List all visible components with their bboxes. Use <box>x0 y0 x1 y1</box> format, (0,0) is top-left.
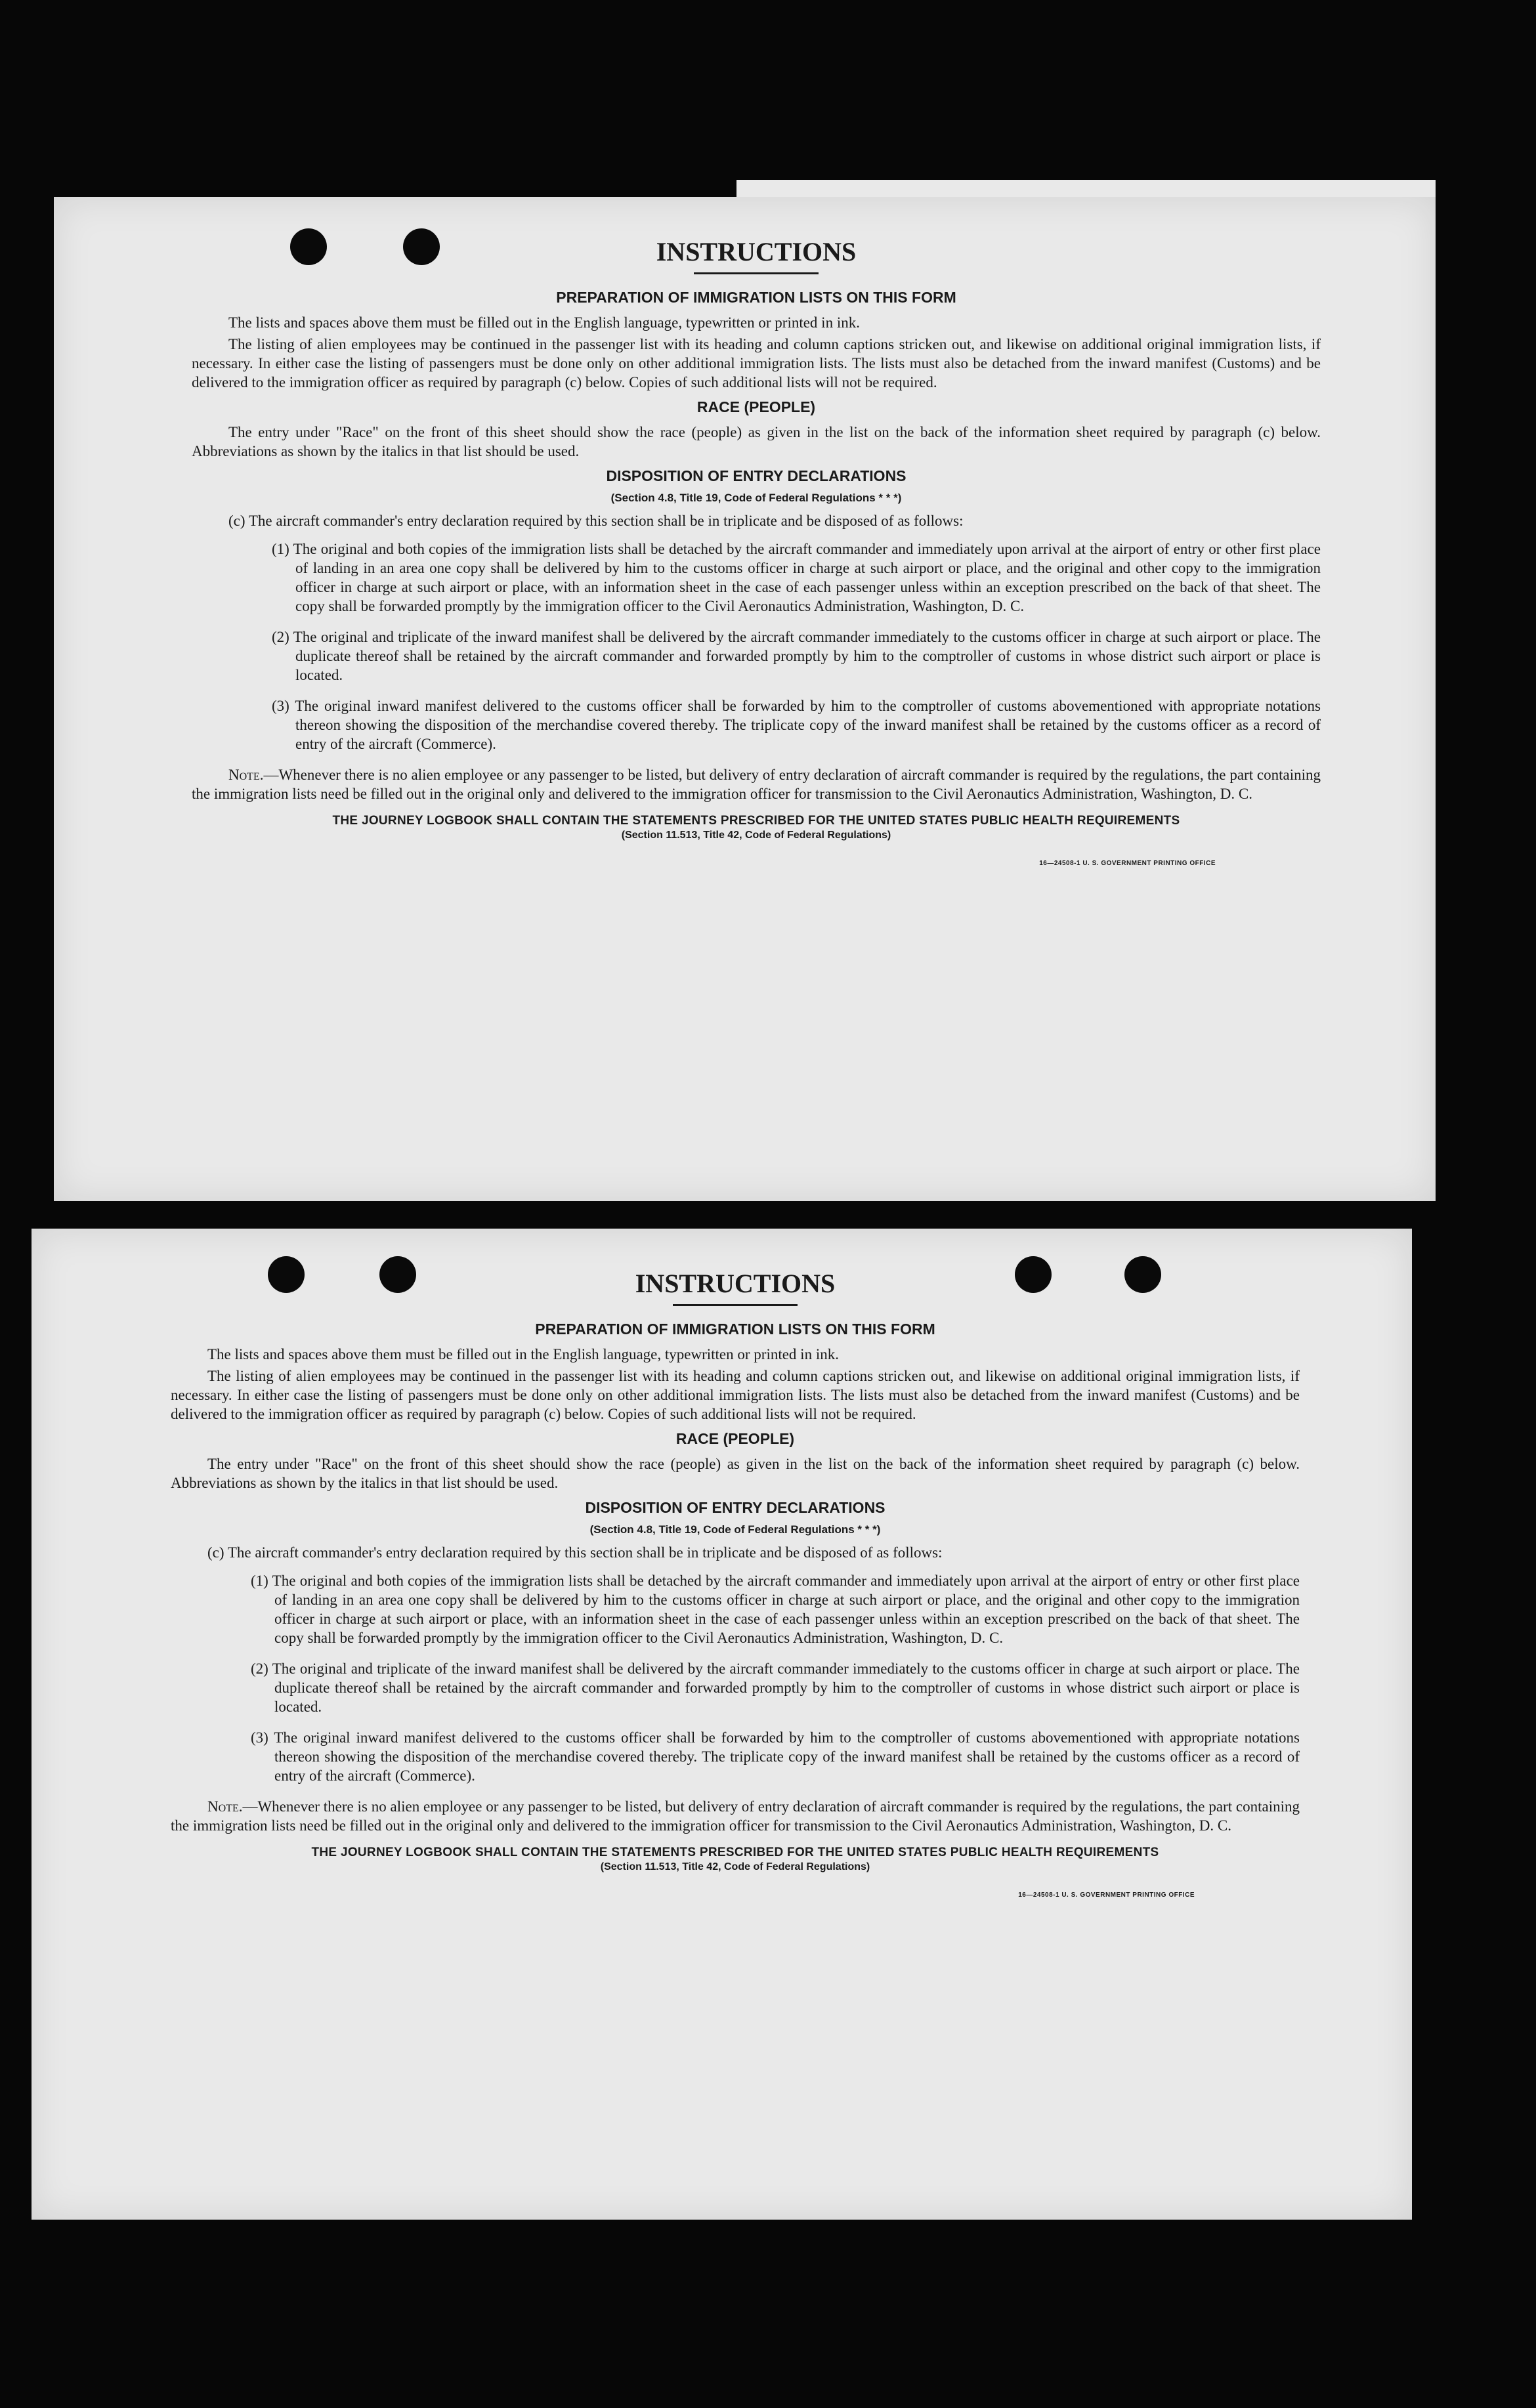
title-rule <box>673 1304 798 1306</box>
section-heading-disposition: DISPOSITION OF ENTRY DECLARATIONS <box>606 467 907 484</box>
paragraph-race: The entry under "Race" on the front of this sheet should show the race (people) as given in the list on the back of the information sheet required by paragraph (c) below. Abbreviations as shown by the italics in that list should be used. <box>192 424 1321 459</box>
instruction-sheet-upper <box>54 197 1436 1201</box>
printer-imprint: 16—24508-1 U. S. GOVERNMENT PRINTING OFFICE <box>1039 860 1216 867</box>
document-body <box>192 236 1321 867</box>
title-rule <box>694 272 819 274</box>
list-item-3: (3) The original inward manifest delivered to the customs officer shall be forwarded by him to the comptroller of customs abovementioned with appropriate notations thereon showing the disposition of the merchandise covered thereby. The triplicate copy of the inward manifest shall be retained by the customs officer as a record of entry of the aircraft (Commerce). <box>251 1729 1300 1784</box>
section-heading-race: RACE (PEOPLE) <box>675 1430 795 1447</box>
document-title: INSTRUCTIONS <box>635 1269 836 1298</box>
note-paragraph <box>171 1797 1300 1835</box>
paragraph-preparation-1: The lists and spaces above them must be filled out in the English language, typewritten or printed in ink. <box>228 314 860 331</box>
section-heading-preparation: PREPARATION OF IMMIGRATION LISTS ON THIS FORM <box>535 1320 935 1338</box>
printer-imprint: 16—24508-1 U. S. GOVERNMENT PRINTING OFFICE <box>1018 1891 1195 1899</box>
note-label: Note. <box>228 767 264 783</box>
document-title: INSTRUCTIONS <box>656 237 857 266</box>
note-label: Note. <box>207 1798 243 1815</box>
list-item-2: (2) The original and triplicate of the inward manifest shall be delivered by the aircraft commander immediately to the customs officer in charge at such airport or place. The duplicate thereof shall be retained by the aircraft commander and forwarded promptly by him to the comptroller of customs in whose district such airport or place is located. <box>251 1660 1300 1715</box>
paragraph-race: The entry under "Race" on the front of this sheet should show the race (people) as given in the list on the back of the information sheet required by paragraph (c) below. Abbreviations as shown by the italics in that list should be used. <box>171 1456 1300 1491</box>
note-text: —Whenever there is no alien employee or any passenger to be listed, but delivery of entry declaration of aircraft commander is required by the regulations, the part containing the immigration lists need be filled out in the original only and delivered to the immigration officer for transmission to the Civil Aeronautics Administration, Washington, D. C. <box>171 1798 1300 1834</box>
instruction-sheet-lower <box>32 1229 1412 2220</box>
footer-requirement: THE JOURNEY LOGBOOK SHALL CONTAIN THE STATEMENTS PRESCRIBED FOR THE UNITED STATES PUBLIC HEALTH REQUIREMENTS <box>332 814 1180 828</box>
list-item-3: (3) The original inward manifest delivered to the customs officer shall be forwarded by him to the comptroller of customs abovementioned with appropriate notations thereon showing the disposition of the merchandise covered thereby. The triplicate copy of the inward manifest shall be retained by the customs officer as a record of entry of the aircraft (Commerce). <box>272 698 1321 752</box>
paragraph-preparation-1: The lists and spaces above them must be filled out in the English language, typewritten or printed in ink. <box>207 1346 839 1362</box>
paragraph-disposition-intro: (c) The aircraft commander's entry declaration required by this section shall be in triplicate and be disposed of as follows: <box>228 513 964 529</box>
list-item-1: (1) The original and both copies of the immigration lists shall be detached by the aircraft commander and immediately upon arrival at the airport of entry or other first place of landing in an area one copy shall be delivered by him to the customs officer in charge at such airport or place, and the original and other copy to the immigration officer in charge at such airport or place, with an information sheet in the case of each passenger unless within an exception prescribed on the back of that sheet. The copy shall be forwarded promptly by the immigration officer to the Civil Aeronautics Administration, Washington, D. C. <box>251 1573 1300 1646</box>
document-body <box>171 1268 1300 1899</box>
list-item-2: (2) The original and triplicate of the inward manifest shall be delivered by the aircraft commander immediately to the customs officer in charge at such airport or place. The duplicate thereof shall be retained by the aircraft commander and forwarded promptly by him to the comptroller of customs in whose district such airport or place is located. <box>272 629 1321 683</box>
paragraph-preparation-2: The listing of alien employees may be continued in the passenger list with its heading and column captions stricken out, and likewise on additional original immigration lists, if necessary. In either case the listing of passengers must be done only on other additional immigration lists. The lists must also be detached from the inward manifest (Customs) and be delivered to the immigration officer as required by paragraph (c) below. Copies of such additional lists will not be required. <box>171 1368 1300 1422</box>
paragraph-disposition-intro: (c) The aircraft commander's entry declaration required by this section shall be in triplicate and be disposed of as follows: <box>207 1544 943 1561</box>
note-paragraph <box>192 765 1321 803</box>
note-text: —Whenever there is no alien employee or any passenger to be listed, but delivery of entry declaration of aircraft commander is required by the regulations, the part containing the immigration lists need be filled out in the original only and delivered to the immigration officer for transmission to the Civil Aeronautics Administration, Washington, D. C. <box>192 767 1321 802</box>
paragraph-preparation-2: The listing of alien employees may be continued in the passenger list with its heading and column captions stricken out, and likewise on additional original immigration lists, if necessary. In either case the listing of passengers must be done only on other additional immigration lists. The lists must also be detached from the inward manifest (Customs) and be delivered to the immigration officer as required by paragraph (c) below. Copies of such additional lists will not be required. <box>192 336 1321 391</box>
section-heading-preparation: PREPARATION OF IMMIGRATION LISTS ON THIS FORM <box>556 289 956 306</box>
section-reference: (Section 4.8, Title 19, Code of Federal Regulations * * *) <box>589 1523 881 1536</box>
footer-requirement: THE JOURNEY LOGBOOK SHALL CONTAIN THE STATEMENTS PRESCRIBED FOR THE UNITED STATES PUBLIC HEALTH REQUIREMENTS <box>311 1846 1159 1859</box>
section-reference: (Section 4.8, Title 19, Code of Federal Regulations * * *) <box>610 492 902 504</box>
section-heading-disposition: DISPOSITION OF ENTRY DECLARATIONS <box>585 1499 885 1516</box>
footer-reference: (Section 11.513, Title 42, Code of Federal Regulations) <box>600 1861 870 1872</box>
footer-reference: (Section 11.513, Title 42, Code of Federal Regulations) <box>621 830 891 841</box>
list-item-1: (1) The original and both copies of the immigration lists shall be detached by the aircraft commander and immediately upon arrival at the airport of entry or other first place of landing in an area one copy shall be delivered by him to the customs officer in charge at such airport or place, and the original and other copy to the immigration officer in charge at such airport or place, with an information sheet in the case of each passenger unless within an exception prescribed on the back of that sheet. The copy shall be forwarded promptly by the immigration officer to the Civil Aeronautics Administration, Washington, D. C. <box>272 541 1321 614</box>
section-heading-race: RACE (PEOPLE) <box>696 398 816 415</box>
torn-edge <box>736 180 1436 197</box>
